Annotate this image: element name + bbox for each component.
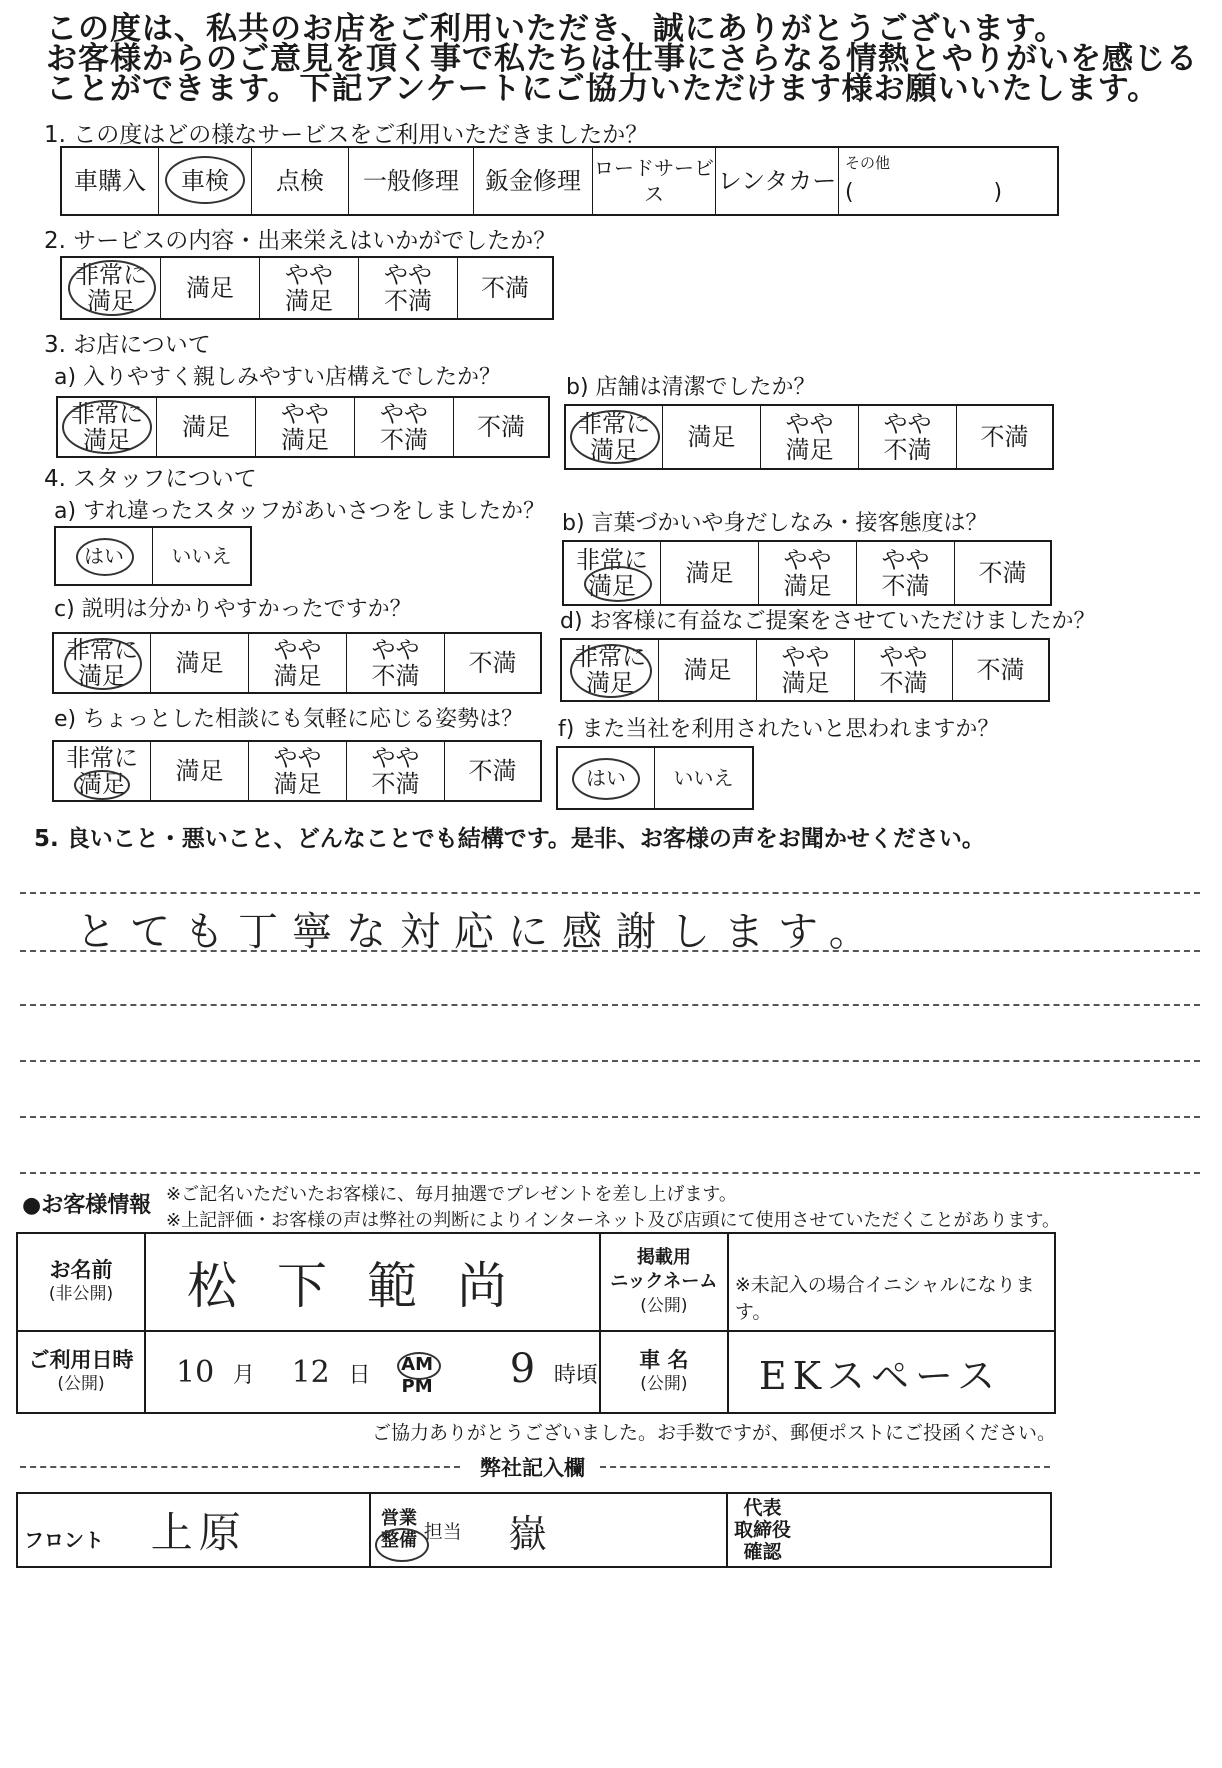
q1-options [60,146,1059,216]
month-value-handwritten: 10 [176,1355,215,1390]
q4c-somewhat-dissatisfied-line1: やや [371,636,420,664]
q4d-somewhat-dissatisfied-line2: 不満 [879,669,928,697]
office-divider-left [20,1466,460,1468]
comment-line [20,1116,1200,1118]
q2-very-satisfied-line2: 満足 [87,287,135,315]
q4a-yes[interactable] [56,528,153,584]
q1-option-other[interactable] [839,148,1057,214]
q4e-somewhat-satisfied-line1: やや [273,744,322,772]
q3b-question: b) 店舗は清潔でしたか？ [566,375,816,400]
q4f-yes-label: はい [586,766,626,790]
q3a-options [56,396,550,458]
name-label: お名前 [49,1258,113,1282]
car-name-value-handwritten: EKスペース [758,1353,1002,1398]
q4d-somewhat-dissatisfied-line1: やや [879,643,928,671]
q4c-very-satisfied[interactable] [54,634,151,692]
selection-circle-mark [165,156,245,204]
q4a-yes-label: はい [84,544,124,568]
selection-circle-mark [570,644,652,698]
q4b-options [562,540,1052,606]
dept-maintenance[interactable]: 整備 [381,1530,417,1551]
tanto-label: 担当 [423,1520,462,1543]
intro-line-3: ことができます。下記アンケートにご協力いただけます様お願いいたします。 [46,71,1160,107]
q3a-somewhat-satisfied-line1: やや [281,400,329,428]
intro-line-2: お客様からのご意見を頂く事で私たちは仕事にさらなる情熱とやりがいを感じる [46,41,1198,77]
comment-line [20,892,1200,894]
customer-info-table [16,1232,1056,1414]
thanks-message: ご協力ありがとうございました。お手数ですが、郵便ポストにご投函ください。 [372,1422,1057,1444]
q3a-very-satisfied-line1: 非常に [71,400,143,428]
intro-line-1: この度は、私共のお店をご利用いただき、誠にありがとうございます。 [46,11,1067,47]
selection-circle-mark [74,770,130,800]
q4c-very-satisfied-line1: 非常に [66,636,138,664]
car-name-field[interactable] [728,1331,1055,1413]
q1-option-road-service[interactable]: ロードサービス [593,148,716,214]
q4c-dissatisfied[interactable]: 不満 [468,649,517,677]
comment-line [20,950,1200,952]
q4c-somewhat-satisfied-line2: 満足 [273,662,322,690]
nickname-label-cell [600,1233,728,1331]
q4c-somewhat-dissatisfied-line2: 不満 [371,662,420,690]
q4e-somewhat-satisfied[interactable] [249,742,347,800]
q3b-somewhat-satisfied-line2: 満足 [785,436,834,464]
office-use-table [16,1492,1052,1568]
name-sub-label: (非公開) [48,1284,114,1304]
q4e-very-satisfied-line2: 満足 [78,770,126,798]
customer-info-heading: ●お客様情報 [22,1193,152,1218]
q4d-somewhat-satisfied-line1: やや [781,643,830,671]
q4c-very-satisfied-line2: 満足 [78,662,126,690]
q4a-options [54,526,252,586]
q3a-dissatisfied[interactable]: 不満 [477,413,525,441]
am-option[interactable]: AM [401,1354,433,1375]
q4-title: 4. スタッフについて [44,466,257,492]
front-cell[interactable] [17,1493,370,1567]
q4b-somewhat-dissatisfied-line1: やや [881,546,930,574]
q3a-somewhat-dissatisfied-line1: やや [380,400,428,428]
q4e-very-satisfied-line1: 非常に [66,744,138,772]
intro-text [46,11,1198,107]
q4e-satisfied[interactable]: 満足 [151,742,249,800]
q2-options [60,256,554,320]
q3b-somewhat-dissatisfied[interactable] [859,406,957,468]
q4c-somewhat-dissatisfied[interactable] [347,634,445,692]
date-field[interactable] [145,1331,600,1413]
q4e-somewhat-satisfied-line2: 満足 [273,770,322,798]
q4a-question: a) すれ違ったスタッフがあいさつをしましたか？ [54,499,546,524]
q4d-satisfied[interactable]: 満足 [659,640,757,700]
q4b-very-satisfied[interactable] [564,542,661,604]
month-unit: 月 [232,1363,255,1388]
car-sub-label: (公開) [640,1374,688,1394]
date-label-cell [17,1331,145,1413]
q4f-question: f) また当社を利用されたいと思われますか？ [558,717,1000,742]
q2-somewhat-dissatisfied-line2: 不満 [384,287,432,315]
q4e-very-satisfied[interactable] [54,742,151,800]
q4d-dissatisfied[interactable]: 不満 [976,656,1025,684]
q2-title: 2. サービスの内容・出来栄えはいかがでしたか？ [44,228,557,254]
q4b-somewhat-satisfied-line2: 満足 [783,572,832,600]
q1-option-shaken-label: 車検 [181,167,229,195]
office-use-heading: 弊社記入欄 [480,1456,585,1480]
q2-somewhat-satisfied[interactable] [260,258,359,318]
selection-circle-mark [62,400,152,454]
confirm-label-3: 確認 [743,1541,782,1563]
selection-circle-mark [572,758,640,800]
q4b-dissatisfied[interactable]: 不満 [978,559,1027,587]
q4c-question: c) 説明は分かりやすかったですか？ [54,597,412,622]
q4f-options [556,746,754,810]
q3b-very-satisfied[interactable] [566,406,663,468]
dept-sales[interactable]: 営業 [381,1508,417,1529]
customer-note-2: ※上記評価・お客様の声は弊社の判断によりインターネット及び店頭にて使用させていただくことがあります。 [166,1210,1061,1231]
q4c-somewhat-satisfied[interactable] [249,634,347,692]
q2-somewhat-dissatisfied-line1: やや [384,261,432,289]
name-field[interactable] [145,1233,600,1331]
q3b-very-satisfied-line2: 満足 [590,436,638,464]
confirm-label [734,1497,791,1563]
q3a-very-satisfied-line2: 満足 [83,426,131,454]
q4d-very-satisfied-line2: 満足 [586,669,634,697]
q1-option-shaken[interactable] [159,148,252,214]
name-value-handwritten: 松下範尚 [187,1257,547,1315]
nickname-note: ※未記入の場合イニシャルになります。 [734,1274,1035,1323]
q4f-no[interactable]: いいえ [673,766,734,790]
q1-title: 1. この度はどの様なサービスをご利用いただきましたか？ [44,122,649,148]
q5-answer-handwritten: とても丁寧な対応に感謝します。 [76,909,883,955]
q4b-very-satisfied-line1: 非常に [576,546,648,574]
selection-circle-mark [584,566,652,602]
car-label-cell [600,1331,728,1413]
q1-option-general-repair[interactable]: 一般修理 [349,148,474,214]
name-label-cell [17,1233,145,1331]
q1-option-body-repair[interactable]: 鈑金修理 [474,148,593,214]
q4d-somewhat-satisfied-line2: 満足 [781,669,830,697]
q4a-no[interactable]: いいえ [171,544,232,568]
nickname-label-2: ニックネーム [610,1271,718,1292]
q2-very-satisfied-line1: 非常に [75,261,147,289]
q1-option-inspection[interactable]: 点検 [252,148,349,214]
q2-somewhat-dissatisfied[interactable] [359,258,458,318]
q3b-options [564,404,1054,470]
q3a-somewhat-satisfied-line2: 満足 [281,426,329,454]
hour-unit: 時頃 [553,1363,598,1388]
customer-note-1: ※ご記名いただいたお客様に、毎月抽選でプレゼントを差し上げます。 [166,1184,737,1205]
car-name-label: 車 名 [639,1348,689,1372]
confirm-cell[interactable] [727,1493,1051,1567]
q2-satisfied[interactable]: 満足 [161,258,260,318]
q3-title: 3. お店について [44,332,211,358]
q4d-very-satisfied-line1: 非常に [574,643,646,671]
q4d-options [560,638,1050,702]
q3a-satisfied[interactable]: 満足 [157,398,256,456]
q2-somewhat-satisfied-line2: 満足 [285,287,333,315]
q3a-somewhat-dissatisfied-line2: 不満 [380,426,428,454]
q1-other-label: その他 [845,154,891,172]
selection-circle-mark [68,260,156,316]
q4b-question: b) 言葉づかいや身だしなみ・接客態度は？ [562,511,988,536]
tanto-value-handwritten: 嶽 [508,1511,547,1556]
q4e-somewhat-dissatisfied-line1: やや [371,744,420,772]
q3a-question: a) 入りやすく親しみやすい店構えでしたか？ [54,365,502,390]
q4b-satisfied[interactable]: 満足 [661,542,759,604]
q3a-somewhat-satisfied[interactable] [256,398,355,456]
day-unit: 日 [348,1363,371,1388]
selection-circle-mark [570,410,660,464]
q4c-satisfied[interactable]: 満足 [151,634,249,692]
nickname-field[interactable] [728,1233,1055,1331]
confirm-label-2: 取締役 [734,1519,792,1541]
dept-selector[interactable] [381,1508,417,1552]
confirm-label-1: 代表 [743,1497,782,1519]
q3b-somewhat-dissatisfied-line1: やや [883,410,932,438]
q3b-very-satisfied-line1: 非常に [578,410,650,438]
q3b-somewhat-satisfied-line1: やや [785,410,834,438]
office-divider-right [600,1466,1050,1468]
q4e-somewhat-dissatisfied-line2: 不満 [371,770,420,798]
q2-dissatisfied[interactable]: 不満 [481,274,529,302]
q4e-dissatisfied[interactable]: 不満 [468,757,517,785]
date-label: ご利用日時 [28,1348,134,1372]
q4e-question: e) ちょっとした相談にも気軽に応じる姿勢は？ [54,707,524,732]
q4c-somewhat-satisfied-line1: やや [273,636,322,664]
q1-option-purchase[interactable]: 車購入 [62,148,159,214]
q4b-very-satisfied-line2: 満足 [588,572,636,600]
q4b-somewhat-dissatisfied-line2: 不満 [881,572,930,600]
q4e-somewhat-dissatisfied[interactable] [347,742,445,800]
q3a-somewhat-dissatisfied[interactable] [355,398,454,456]
q4c-options [52,632,542,694]
hour-value-handwritten: 9 [509,1346,536,1392]
selection-circle-mark [375,1528,429,1562]
date-sub-label: (公開) [57,1374,105,1394]
q3b-somewhat-satisfied[interactable] [761,406,859,468]
comment-line [20,1004,1200,1006]
q3b-dissatisfied[interactable]: 不満 [980,423,1029,451]
q3b-satisfied[interactable]: 満足 [663,406,761,468]
pm-option[interactable]: PM [401,1376,433,1397]
q4b-somewhat-dissatisfied[interactable] [857,542,955,604]
front-label: フロント [24,1528,104,1552]
q3a-very-satisfied[interactable] [58,398,157,456]
q4d-very-satisfied[interactable] [562,640,659,700]
tanto-cell[interactable] [370,1493,727,1567]
q2-somewhat-satisfied-line1: やや [285,261,333,289]
q4d-somewhat-satisfied[interactable] [757,640,855,700]
q1-other-value: ( ) [845,180,1003,205]
front-value-handwritten: 上原 [150,1508,247,1557]
comment-line [20,1172,1200,1174]
q3b-somewhat-dissatisfied-line2: 不満 [883,436,932,464]
q1-option-rental[interactable]: レンタカー [716,148,839,214]
q5-title: 5. 良いこと・悪いこと、どんなことでも結構です。是非、お客様の声をお聞かせください。 [34,826,985,852]
selection-circle-mark [397,1352,441,1380]
nickname-sub-label: (公開) [640,1296,688,1316]
q4d-question: d) お客様に有益なご提案をさせていただけましたか？ [560,609,1096,634]
q4b-somewhat-satisfied[interactable] [759,542,857,604]
selection-circle-mark [64,638,142,690]
q4f-yes[interactable] [558,748,655,808]
q4b-somewhat-satisfied-line1: やや [783,546,832,574]
nickname-label-1: 掲載用 [636,1247,691,1268]
am-pm-selector[interactable] [401,1354,433,1398]
comment-line [20,1060,1200,1062]
q4d-somewhat-dissatisfied[interactable] [855,640,953,700]
q4e-options [52,740,542,802]
day-value-handwritten: 12 [291,1355,330,1390]
q2-very-satisfied[interactable] [62,258,161,318]
selection-circle-mark [76,538,134,576]
